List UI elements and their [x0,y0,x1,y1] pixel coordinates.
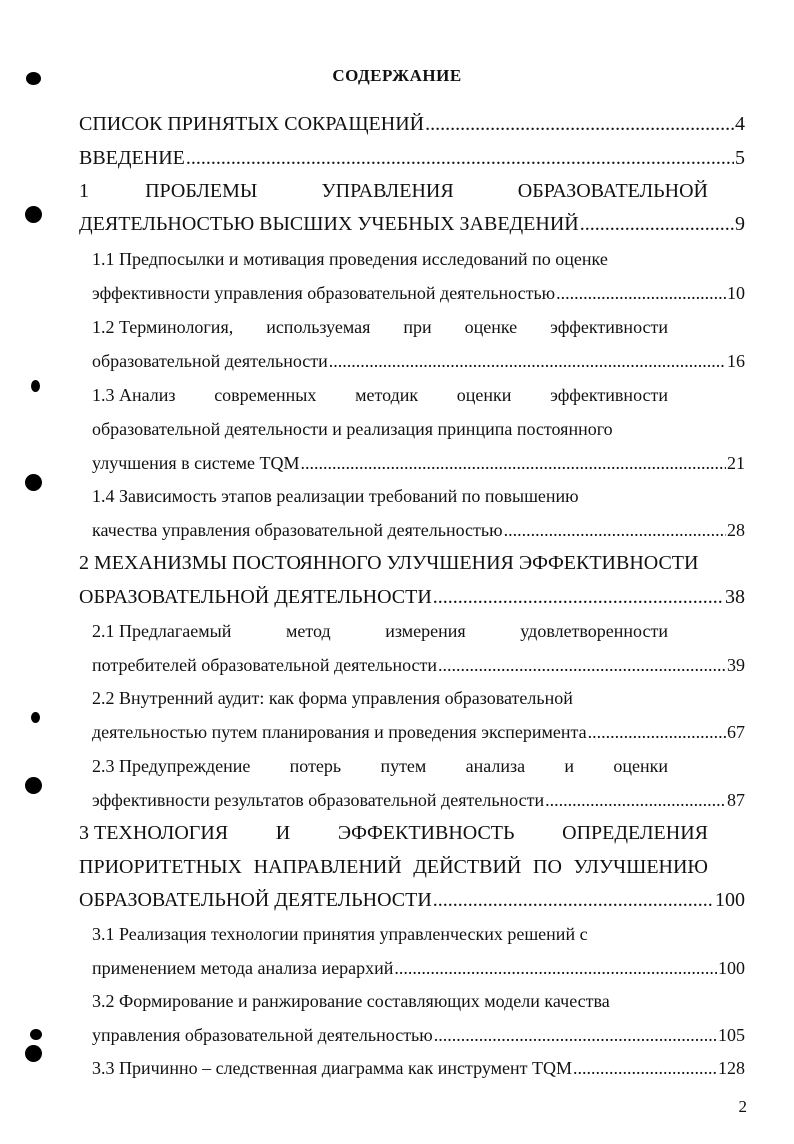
toc-entry-text: образовательной деятельности и реализация принципа постоянного [92,419,613,439]
dot-leader [433,889,714,912]
toc-word: ПО [533,856,562,878]
dot-leader [438,655,726,676]
toc-word: анализа [465,756,526,776]
toc-entry-text: ДЕЯТЕЛЬНОСТЬЮ ВЫСШИХ УЧЕБНЫХ ЗАВЕДЕНИЙ [79,213,579,235]
toc-section-1-1-line2[interactable] [92,283,745,304]
toc-word: ПРИОРИТЕТНЫХ [79,856,242,878]
toc-word: измерения [385,621,466,641]
toc-section-3-3[interactable] [92,1058,745,1079]
toc-word: УЛУЧШЕНИЮ [573,856,708,878]
toc-entry-introduction[interactable] [79,147,745,170]
toc-word: ОБРАЗОВАТЕЛЬНОЙ [517,180,708,202]
binder-hole [25,206,42,223]
toc-section-1-3-line3[interactable] [92,453,745,474]
toc-section-1-3-line2[interactable] [92,419,613,440]
toc-word: 3 ТЕХНОЛОГИЯ [79,822,229,844]
toc-page-number: 105 [718,1025,745,1045]
dot-leader [556,283,726,304]
toc-word: ПРОБЛЕМЫ [145,180,258,202]
toc-page-number: 4 [735,113,745,135]
toc-chapter-3-line3[interactable] [79,889,745,912]
toc-entry-text: эффективности результатов образовательной деятельности [92,790,545,810]
toc-word: 2.1 Предлагаемый [92,621,232,641]
toc-word: методик [355,385,419,405]
toc-word: 1.2 Терминология, [92,317,234,337]
toc-word: оценки [613,756,668,776]
toc-page-number: 39 [727,655,745,675]
toc-entry-text: потребителей образовательной деятельности [92,655,438,675]
scan-mark [31,712,40,723]
toc-entry-text: качества управления образовательной деятельностью [92,520,503,540]
toc-page-number: 5 [735,147,745,169]
toc-section-1-2-line1[interactable] [92,317,668,338]
toc-entry-text: 1.4 Зависимость этапов реализации требований по повышению [92,486,579,506]
toc-section-2-3-line1[interactable] [92,756,668,777]
toc-chapter-1-line2[interactable] [79,213,745,236]
toc-word: оценке [464,317,518,337]
toc-section-2-3-line2[interactable] [92,790,745,811]
toc-page-number: 21 [727,453,745,473]
toc-word: эффективности [550,317,668,337]
toc-page-number: 67 [727,722,745,742]
toc-page-number: 128 [718,1058,745,1078]
dot-leader [434,1025,717,1046]
toc-chapter-3-line1[interactable] [79,822,708,845]
dot-leader [300,453,726,474]
binder-hole [25,1045,42,1062]
dot-leader [504,520,726,541]
toc-word: при [403,317,432,337]
toc-entry-text: 2 МЕХАНИЗМЫ ПОСТОЯННОГО УЛУЧШЕНИЯ ЭФФЕКТИВНОСТИ [79,552,699,574]
toc-page-number: 87 [727,790,745,810]
toc-section-3-1-line1[interactable] [92,924,588,945]
toc-entry-text: 3.3 Причинно – следственная диаграмма как инструмент TQM [92,1058,572,1078]
toc-entry-text: 3.2 Формирование и ранжирование составляющих модели качества [92,991,610,1011]
toc-word: путем [380,756,427,776]
toc-page-number: 16 [727,351,745,371]
toc-page-number: 9 [735,213,745,235]
toc-word: И [275,822,291,844]
toc-chapter-3-line2[interactable] [79,856,708,879]
dot-leader [433,586,724,609]
toc-word: эффективности [550,385,668,405]
toc-word: ДЕЙСТВИЙ [413,856,522,878]
toc-word: метод [285,621,331,641]
dot-leader [329,351,726,372]
toc-word: ОПРЕДЕЛЕНИЯ [562,822,708,844]
dot-leader [545,790,726,811]
binder-hole [25,474,42,491]
toc-section-3-2-line1[interactable] [92,991,610,1012]
toc-chapter-2-line2[interactable] [79,586,745,609]
toc-section-1-4-line1[interactable] [92,486,579,507]
binder-hole [25,777,42,794]
toc-word: удовлетворенности [520,621,668,641]
toc-entry-text: 3.1 Реализация технологии принятия управленческих решений с [92,924,588,944]
dot-leader [186,147,734,170]
toc-entry-text: 2.2 Внутренний аудит: как форма управления образовательной [92,688,573,708]
toc-section-2-1-line2[interactable] [92,655,745,676]
dot-leader [573,1058,717,1079]
toc-word: 2.3 Предупреждение [92,756,251,776]
dot-leader [425,113,734,136]
dot-leader [588,722,726,743]
toc-word: потерь [289,756,342,776]
toc-entry-text: ВВЕДЕНИЕ [79,147,185,169]
toc-word: ЭФФЕКТИВНОСТЬ [337,822,515,844]
toc-entry-text: образовательной деятельности [92,351,328,371]
toc-section-2-2-line2[interactable] [92,722,745,743]
toc-entry-text: ОБРАЗОВАТЕЛЬНОЙ ДЕЯТЕЛЬНОСТИ [79,889,432,911]
dot-leader [394,958,717,979]
toc-page-number: 28 [727,520,745,540]
dot-leader [580,213,734,236]
toc-section-1-3-line1[interactable] [92,385,668,406]
toc-word: и [564,756,575,776]
toc-word: 1 [79,180,89,202]
toc-section-1-4-line2[interactable] [92,520,745,541]
toc-word: оценки [456,385,512,405]
toc-page-number: 38 [725,586,745,608]
toc-entry-text: управления образовательной деятельностью [92,1025,433,1045]
toc-entry-text: эффективности управления образовательной деятельностью [92,283,556,303]
scan-mark [30,1029,42,1040]
toc-section-3-1-line2[interactable] [92,958,745,979]
toc-chapter-2-line1[interactable] [79,552,698,575]
toc-entry-text: ОБРАЗОВАТЕЛЬНОЙ ДЕЯТЕЛЬНОСТИ [79,586,432,608]
toc-section-2-1-line1[interactable] [92,621,668,642]
toc-section-2-2-line1[interactable] [92,688,573,709]
toc-word: используемая [266,317,371,337]
toc-entry-text: применением метода анализа иерархий [92,958,394,978]
toc-word: 1.3 Анализ [92,385,176,405]
toc-word: современных [214,385,317,405]
toc-section-1-1-line1[interactable] [92,249,608,270]
toc-section-1-2-line2[interactable] [92,351,745,372]
toc-section-3-2-line2[interactable] [92,1025,745,1046]
toc-entry-text: деятельностью путем планирования и проведения эксперимента [92,722,587,742]
toc-word: УПРАВЛЕНИЯ [321,180,454,202]
page-number: 2 [738,1097,747,1116]
toc-entry-text: улучшения в системе TQM [92,453,300,473]
toc-page-number: 100 [718,958,745,978]
scan-mark [31,380,40,392]
toc-entry-text: 1.1 Предпосылки и мотивация проведения исследований по оценке [92,249,608,269]
page-title: СОДЕРЖАНИЕ [332,66,462,85]
toc-chapter-1-line1[interactable] [79,180,708,203]
toc-word: НАПРАВЛЕНИЙ [253,856,402,878]
toc-page-number: 10 [727,283,745,303]
toc-page-number: 100 [715,889,745,911]
toc-entry-abbreviations[interactable] [79,113,745,136]
toc-entry-text: СПИСОК ПРИНЯТЫХ СОКРАЩЕНИЙ [79,113,425,135]
